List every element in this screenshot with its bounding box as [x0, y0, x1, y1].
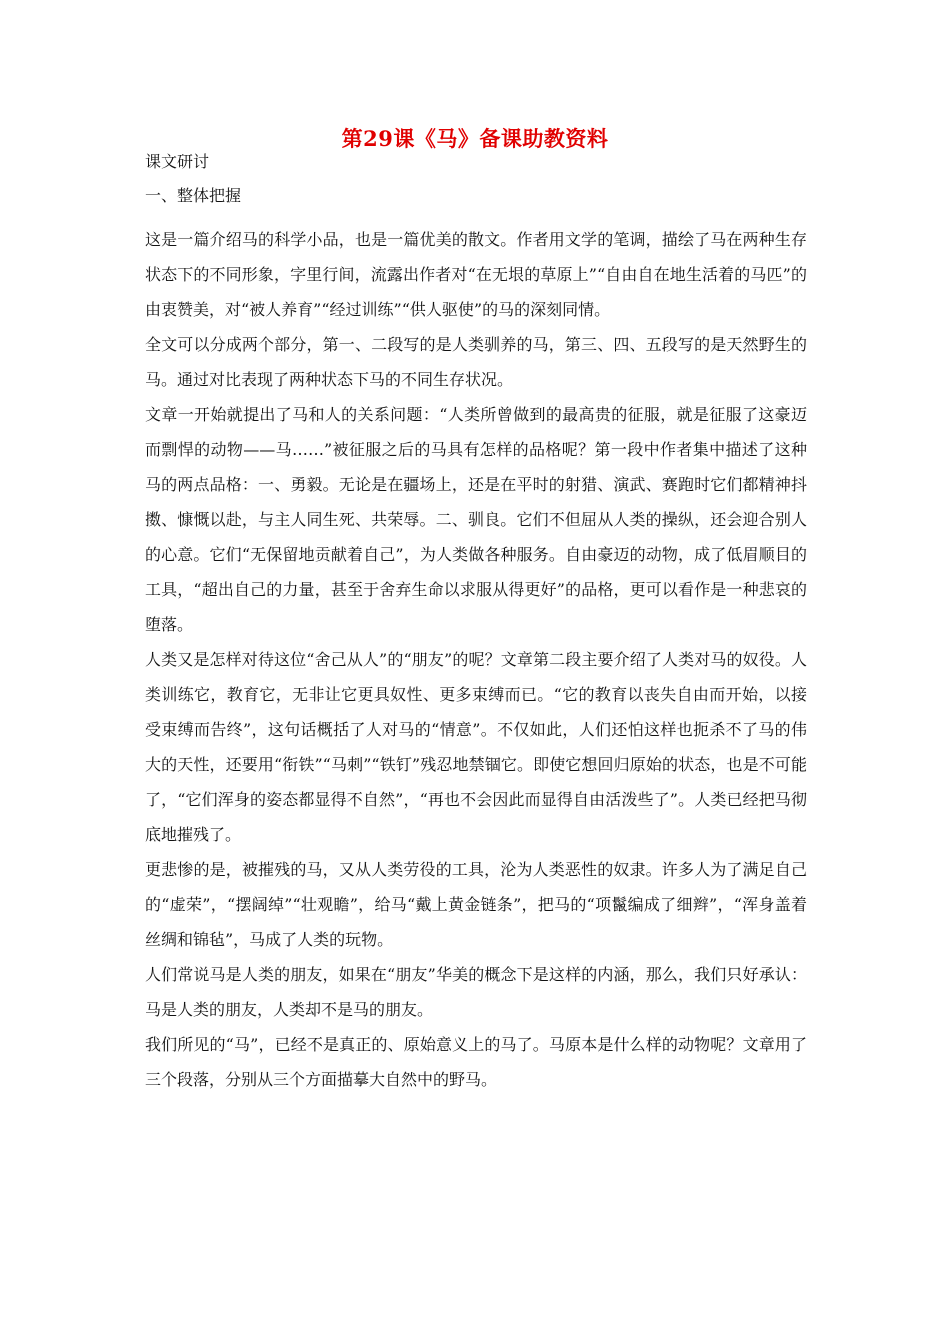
paragraph-vanity: 更悲惨的是，被摧残的马，又从人类劳役的工具，沦为人类恶性的奴隶。许多人为了满足自己的“虚荣”，“摆阔绰”“壮观瞻”，给马“戴上黄金链条”，把马的“项鬣编成了细辫”，“浑身盖着丝绸和锦毡”，马成了人类的玩物。: [145, 860, 807, 949]
paragraph-structure: 全文可以分成两个部分，第一、二段写的是人类驯养的马，第三、四、五段写的是天然野生的马。通过对比表现了两种状态下马的不同生存状况。: [145, 335, 807, 389]
paragraph-conquest: 文章一开始就提出了马和人的关系问题：“人类所曾做到的最高贵的征服，就是征服了这豪迈而剽悍的动物——马……”被征服之后的马具有怎样的品格呢？第一段中作者集中描述了这种马的两点品格：一、勇毅。无论是在疆场上，还是在平时的射猎、演武、赛跑时它们都精神抖擞、慷慨以赴，与主人同生死、共荣辱。二、驯良。它们不但屈从人类的操纵，还会迎合别人的心意。它们“无保留地贡献着自己”，为人类做各种服务。自由豪迈的动物，成了低眉顺目的工具，“超出自己的力量，甚至于舍弃生命以求服从得更好”的品格，更可以看作是一种悲哀的堕落。: [145, 405, 807, 634]
subsection-heading: 一、整体把握: [145, 186, 242, 205]
document-title: 第29课《马》备课助教资料: [341, 126, 609, 151]
section-heading: 课文研讨: [145, 152, 210, 171]
paragraph-friendship: 人们常说马是人类的朋友，如果在“朋友”华美的概念下是这样的内涵，那么，我们只好承认：马是人类的朋友，人类却不是马的朋友。: [145, 965, 807, 1019]
document-body: [145, 222, 807, 1097]
paragraph-intro: 这是一篇介绍马的科学小品，也是一篇优美的散文。作者用文学的笔调，描绘了马在两种生存状态下的不同形象，字里行间，流露出作者对“在无垠的草原上”“自由自在地生活着的马匹”的由衷赞美，对“被人养育”“经过训练”“供人驱使”的马的深刻同情。: [145, 230, 807, 319]
paragraph-wild-horse: 我们所见的“马”，已经不是真正的、原始意义上的马了。马原本是什么样的动物呢？文章用了三个段落，分别从三个方面描摹大自然中的野马。: [145, 1035, 807, 1089]
paragraph-treatment: 人类又是怎样对待这位“舍己从人”的“朋友”的呢？文章第二段主要介绍了人类对马的奴役。人类训练它，教育它，无非让它更具奴性、更多束缚而已。“它的教育以丧失自由而开始，以接受束缚而告终”，这句话概括了人对马的“情意”。不仅如此，人们还怕这样也扼杀不了马的伟大的天性，还要用“衔铁”“马刺”“铁钉”残忍地禁锢它。即使它想回归原始的状态，也是不可能了，“它们浑身的姿态都显得不自然”，“再也不会因此而显得自由活泼些了”。人类已经把马彻底地摧残了。: [145, 650, 807, 844]
